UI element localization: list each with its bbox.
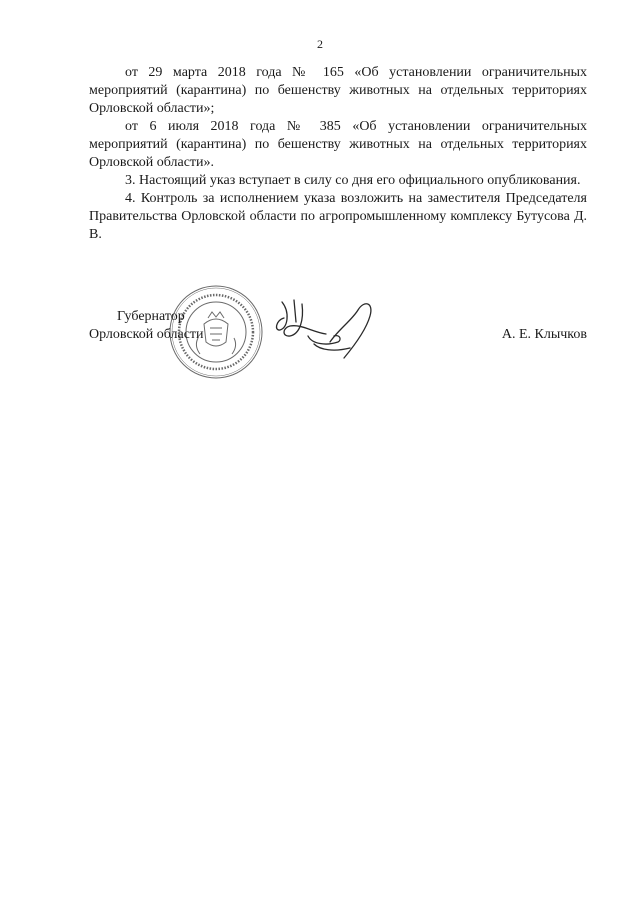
page-number: 2 bbox=[317, 37, 323, 51]
signatory-name: А. Е. Клычков bbox=[501, 327, 587, 342]
signatory-title-line2: Орловской области bbox=[89, 327, 204, 342]
document-body bbox=[89, 64, 587, 244]
paragraph-effective-date: 3. Настоящий указ вступает в силу со дня его официального опубликования. bbox=[125, 173, 581, 188]
signatory-title-line1: Губернатор bbox=[117, 309, 185, 324]
paragraph-decree-165: от 29 марта 2018 года № 165 «Об установлении ограничительных мероприятий (карантина) по бешенству животных на отдельных территориях Орловской области»; bbox=[89, 65, 587, 116]
paragraph-decree-385: от 6 июля 2018 года № 385 «Об установлении ограничительных мероприятий (карантина) по бешенству животных на отдельных территориях Орловской области». bbox=[89, 119, 587, 170]
paragraph-control: 4. Контроль за исполнением указа возложить на заместителя Председателя Правительства Орловской области по агропромышленному комплексу Бутусова Д. В. bbox=[89, 191, 587, 242]
handwritten-signature-icon bbox=[268, 290, 388, 370]
